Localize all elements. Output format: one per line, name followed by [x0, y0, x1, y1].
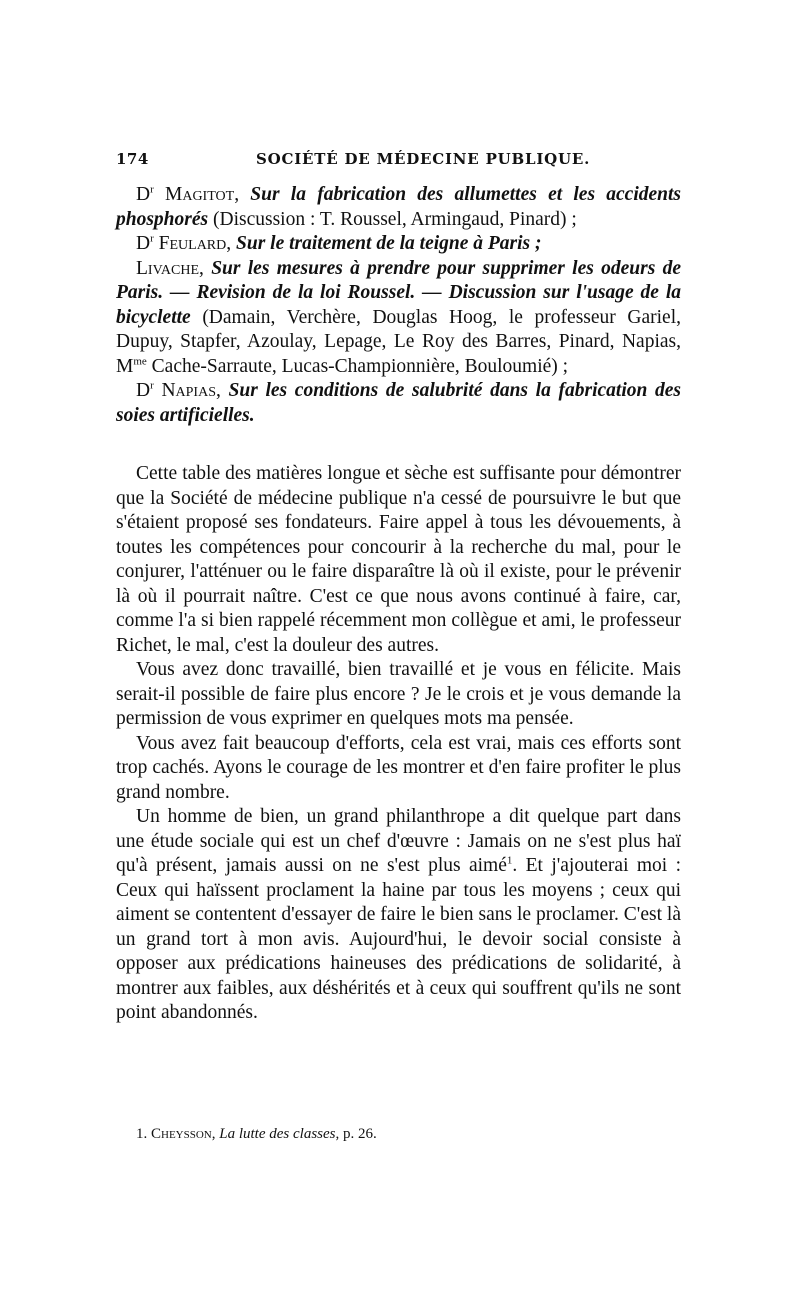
paragraph: Cette table des matières longue et sèche est suffisante pour démontrer que la Société de médecine publique n'a cessé de poursuivre le but que s'étaient proposé ses fondateurs. Faire appel à tous les dévouements, à toutes les compétences pour concourir à la recherche du mal, pour le conjurer, l'atténuer ou le faire disparaître là où il existe, pour le prévenir là où il pourrait naître. C'est ce que nous avons continué à faire, car, comme l'a si bien rappelé récemment mon collègue et ami, le professeur Richet, le mal, c'est la douleur des autres.: [116, 463, 681, 656]
entry-separator: ,: [215, 380, 229, 401]
list-item: [116, 232, 681, 257]
running-header: [116, 150, 681, 176]
paragraph-with-note: [116, 805, 681, 1026]
section-gap: [116, 428, 681, 462]
entry-prefix-sup: r: [150, 232, 154, 245]
entry-rest: (Damain, Verchère, Douglas Hoog, le professeur Gariel, Dupuy, Stapfer, Azoulay, Lepage, Le Roy des Barres, Pinard, Napias, M: [116, 306, 681, 377]
paragraph-text-continued: . Et j'ajouterai moi : Ceux qui haïssent proclament la haine par tous les moyens ; ceux qui aiment se contentent d'essayer de faire le bien sans le proclamer. C'est là un grand tort à mon avis. Aujourd'hui, le devoir social consiste à opposer aux prédications haineuses des prédications de solidarité, à montrer aux faibles, aux déshérités et à ceux qui souffrent qu'ils ne sont point abandonnés.: [116, 855, 681, 1023]
entry-title: Sur la fabrication des allumettes et les accidents phosphorés: [116, 184, 682, 230]
entry-author: Livache: [136, 257, 199, 279]
entry-title: Sur les conditions de salubrité dans la fabrication des soies artificielles.: [116, 380, 681, 426]
running-title: SOCIÉTÉ DE MÉDECINE PUBLIQUE.: [256, 150, 591, 168]
entry-rest-sup: me: [133, 355, 147, 367]
entry-prefix-sup: r: [150, 183, 154, 196]
entry-rest: (Discussion : T. Roussel, Armingaud, Pinard) ;: [208, 208, 577, 230]
entry-author: Napias: [161, 380, 216, 401]
entry-separator: ,: [234, 184, 251, 205]
entry-author: Magitot: [165, 184, 235, 205]
list-item: [116, 379, 681, 428]
entry-prefix: D: [136, 380, 151, 401]
footnote-author: Cheysson: [151, 1126, 212, 1142]
paragraph: Vous avez donc travaillé, bien travaillé et je vous en félicite. Mais serait-il possible de faire plus encore ? Je le crois et je vous demande la permission de vous exprimer en quelques mots ma pensée.: [116, 659, 681, 729]
page-number: 174: [116, 150, 149, 168]
footnote-number: 1.: [136, 1126, 148, 1142]
footnote: [136, 1126, 681, 1143]
footnote-page: , p. 26.: [335, 1126, 377, 1142]
entry-separator: ,: [226, 233, 237, 254]
entry-rest-continued: Cache-Sarraute, Lucas-Championnière, Bouloumié) ;: [146, 355, 569, 377]
list-item: [116, 183, 681, 232]
paragraph: Vous avez fait beaucoup d'efforts, cela est vrai, mais ces efforts sont trop cachés. Ayons le courage de les montrer et d'en faire profiter le plus grand nombre.: [116, 732, 681, 803]
paragraph-text: Un homme de bien, un grand philanthrope a dit quelque part dans une étude sociale qui est un chef d'œuvre : Jamais on ne s'est plus haï qu'à présent, jamais aussi on ne s'est plus aimé: [116, 806, 681, 876]
footnote-separator: ,: [211, 1126, 220, 1142]
main-text: [116, 183, 681, 1026]
entry-title: Sur les mesures à prendre pour supprimer les odeurs de Paris. — Revision de la loi Roussel. — Discussion sur l'usage de la bicyclette: [116, 257, 682, 328]
entry-title: Sur le traitement de la teigne à Paris ;: [236, 233, 542, 254]
footnote-title: La lutte des classes: [219, 1126, 336, 1142]
entry-separator: ,: [199, 257, 212, 279]
entry-prefix: D: [136, 233, 151, 254]
list-item: [116, 257, 681, 380]
entry-author: Feulard: [158, 233, 227, 254]
entry-prefix: D: [136, 184, 151, 205]
footnote-reference: 1: [506, 854, 513, 867]
entry-prefix-sup: r: [150, 379, 154, 392]
